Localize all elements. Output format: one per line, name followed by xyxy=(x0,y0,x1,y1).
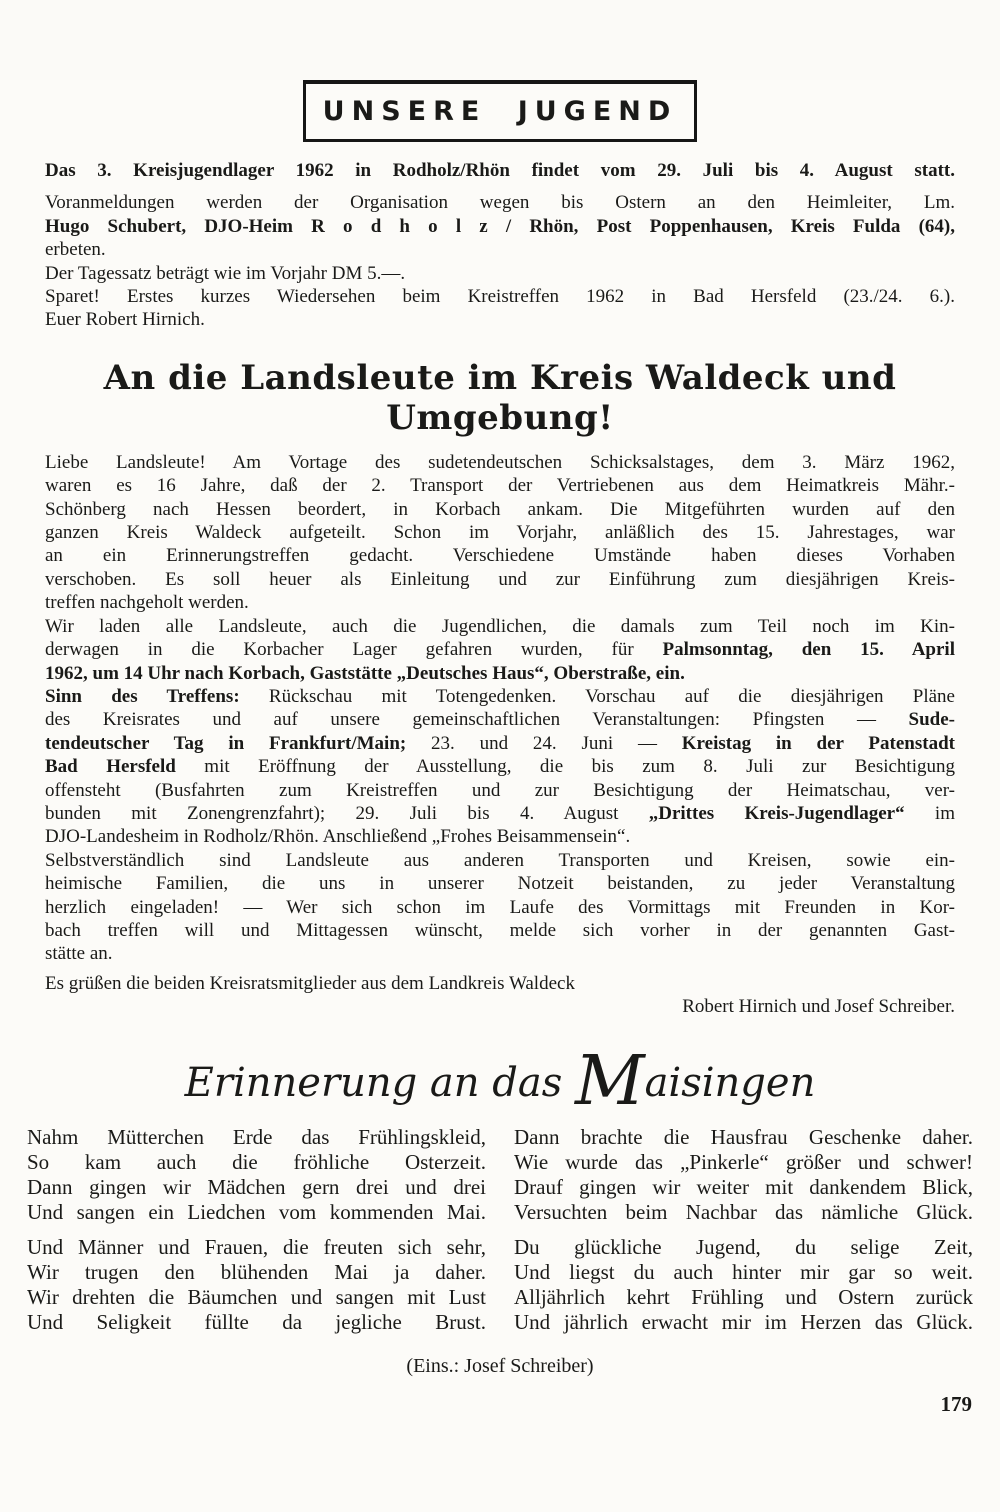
bold-text-run: Kreistag in der Patenstadt xyxy=(681,732,955,754)
text-run: Schönberg nach Hessen beordert, in Korbach ankam. Die Mitgeführten wurden auf den xyxy=(45,498,955,520)
poem-line: Alljährlich kehrt Frühling und Ostern zurück xyxy=(514,1284,973,1309)
poem-line: Und sangen ein Liedchen vom kommenden Mai. xyxy=(27,1199,486,1224)
body-line xyxy=(45,615,955,638)
body-line xyxy=(45,849,955,872)
body-line xyxy=(45,872,955,895)
text-run: Robert Hirnich und Josef Schreiber. xyxy=(682,996,955,1018)
body-line xyxy=(45,685,955,708)
maisingen-heading-initial: M xyxy=(574,1041,645,1121)
body-line xyxy=(45,159,955,182)
bold-text-run: Bad Hersfeld xyxy=(45,756,176,778)
poem-stanza xyxy=(514,1125,973,1225)
page-number: 179 xyxy=(940,1391,972,1416)
text-run: an ein Erinnerungstreffen gedacht. Verschiedene Umstände haben dieses Vorhaben xyxy=(45,545,955,567)
body-line xyxy=(45,262,955,285)
poem-credit: (Eins.: Josef Schreiber) xyxy=(406,1354,594,1377)
bold-text-run: Palmsonntag, den 15. April xyxy=(662,639,955,661)
bold-text-run: Das 3. Kreisjugendlager 1962 in Rodholz/Rhön findet vom 29. Juli bis 4. August statt. xyxy=(45,160,955,181)
body-line xyxy=(45,544,955,567)
body-line xyxy=(45,638,955,661)
text-run: stätte an. xyxy=(45,943,113,965)
text-run: herzlich eingeladen! — Wer sich schon im Laufe des Vormittags mit Freunden in Kor- xyxy=(45,896,955,918)
text-run: Wir laden alle Landsleute, auch die Jugendlichen, die damals zum Teil noch im Kin- xyxy=(45,615,955,637)
text-run: waren es 16 Jahre, daß der 2. Transport der Vertriebenen aus dem Heimatkreis Mähr.- xyxy=(45,475,955,497)
poem-line: Wie wurde das „Pinkerle“ größer und schwer! xyxy=(514,1149,973,1174)
poem-line: Du glückliche Jugend, du selige Zeit, xyxy=(514,1234,973,1259)
poem-line: Und liegst du auch hinter mir gar so weit. xyxy=(514,1259,973,1284)
masthead-title: UNSERE JUGEND xyxy=(322,96,678,127)
scanned-page xyxy=(0,80,1000,1512)
body-line xyxy=(45,919,955,942)
text-run: des Kreisrates und auf unsere gemeinschaftlichen Veranstaltungen: Pfingsten — xyxy=(45,709,909,731)
poem-line: Nahm Mütterchen Erde das Frühlingskleid, xyxy=(27,1124,486,1149)
bold-text-run: „Drittes Kreis-Jugendlager“ xyxy=(648,802,905,824)
body-line xyxy=(45,521,955,544)
body-line xyxy=(45,942,955,965)
bold-text-run: Sinn des Treffens: xyxy=(45,685,240,707)
body-line xyxy=(45,708,955,731)
text-run: DJO-Landesheim in Rodholz/Rhön. Anschließend „Frohes Beisammensein“. xyxy=(45,826,631,848)
poem-line: Und Männer und Frauen, die freuten sich sehr, xyxy=(27,1234,486,1259)
poem-left-column xyxy=(27,1125,486,1345)
maisingen-poem xyxy=(27,1125,973,1345)
body-line xyxy=(45,779,955,802)
poem-stanza xyxy=(27,1125,486,1225)
body-line xyxy=(45,662,955,685)
text-run: Liebe Landsleute! Am Vortage des sudetendeutschen Schicksalstages, dem 3. März 1962, xyxy=(45,451,955,473)
body-line xyxy=(45,474,955,497)
text-run: derwagen in die Korbacher Lager gefahren wurden, für xyxy=(45,639,663,661)
poem-stanza xyxy=(514,1235,973,1335)
masthead-box xyxy=(303,80,697,142)
text-run: verschoben. Es soll heuer als Einleitung und zur Einführung zum diesjährigen Kreis- xyxy=(45,568,955,590)
body-line xyxy=(45,191,955,214)
poem-line: Wir trugen den blühenden Mai ja daher. xyxy=(27,1259,486,1284)
bold-text-run: 1962, um 14 Uhr nach Korbach, Gaststätte „Deutsches Haus“, Oberstraße, ein. xyxy=(45,662,685,684)
body-line xyxy=(45,498,955,521)
body-line xyxy=(45,995,955,1018)
body-line xyxy=(45,732,955,755)
maisingen-heading-rest: aisingen xyxy=(644,1059,816,1106)
bold-text-run: Sude- xyxy=(908,709,955,731)
body-line xyxy=(45,308,955,331)
body-line xyxy=(45,896,955,919)
poem-line: Und Seligkeit füllte da jegliche Brust. xyxy=(27,1309,486,1334)
landsleute-section xyxy=(45,451,955,1019)
poem-line: Dann gingen wir Mädchen gern drei und drei xyxy=(27,1174,486,1199)
body-line xyxy=(45,802,955,825)
poem-line: Und jährlich erwacht mir im Herzen das Glück. xyxy=(514,1309,973,1334)
text-run: Rückschau mit Totengedenken. Vorschau auf die diesjährigen Pläne xyxy=(239,685,955,707)
text-run: Selbstverständlich sind Landsleute aus anderen Transporten und Kreisen, sowie ein- xyxy=(45,849,955,871)
body-line xyxy=(45,238,955,261)
body-line xyxy=(45,451,955,474)
text-run: Euer Robert Hirnich. xyxy=(45,309,205,331)
bold-text-run: tendeutscher Tag in Frankfurt/Main; xyxy=(45,732,407,754)
poem-line: Dann brachte die Hausfrau Geschenke daher. xyxy=(514,1124,973,1149)
text-run: treffen nachgeholt werden. xyxy=(45,592,249,614)
bold-text-run: Hugo Schubert, DJO-Heim R o d h o l z / Rhön, Post Poppenhausen, Kreis Fulda (64), xyxy=(45,215,955,237)
body-line xyxy=(45,285,955,308)
jugend-section xyxy=(45,159,955,332)
poem-line: Versuchten beim Nachbar das nämliche Glück. xyxy=(514,1199,973,1224)
body-line xyxy=(45,972,955,995)
text-run: offensteht (Busfahrten zum Kreistreffen und zur Besichtigung der Heimatschau, ver- xyxy=(45,779,955,801)
text-run: Voranmeldungen werden der Organisation wegen bis Ostern an den Heimleiter, Lm. xyxy=(45,192,955,214)
text-run: 23. und 24. Juni — xyxy=(406,732,682,754)
maisingen-heading-pre: Erinnerung an das xyxy=(184,1059,575,1106)
text-run: heimische Familien, die uns in unserer Notzeit beistanden, zu jeder Veranstaltung xyxy=(45,873,955,895)
poem-right-column xyxy=(514,1125,973,1345)
text-run: erbeten. xyxy=(45,239,106,261)
text-run: ganzen Kreis Waldeck aufgeteilt. Schon im Vorjahr, anläßlich des 15. Jahrestages, war xyxy=(45,522,955,544)
landsleute-heading: An die Landsleute im Kreis Waldeck und Umgebung! xyxy=(103,357,897,438)
text-run: im xyxy=(904,802,955,824)
body-line xyxy=(45,825,955,848)
body-line xyxy=(45,591,955,614)
text-run: bunden mit Zonengrenzfahrt); 29. Juli bis 4. August xyxy=(45,802,649,824)
body-line xyxy=(45,568,955,591)
maisingen-heading xyxy=(0,1041,1000,1121)
text-run: Der Tagessatz beträgt wie im Vorjahr DM 5.—. xyxy=(45,262,406,284)
poem-line: So kam auch die fröhliche Osterzeit. xyxy=(27,1149,486,1174)
text-run: Sparet! Erstes kurzes Wiedersehen beim Kreistreffen 1962 in Bad Hersfeld (23./24. 6.). xyxy=(45,286,955,308)
poem-line: Drauf gingen wir weiter mit dankendem Blick, xyxy=(514,1174,973,1199)
text-run: Es grüßen die beiden Kreisratsmitglieder aus dem Landkreis Waldeck xyxy=(45,972,575,994)
poem-stanza xyxy=(27,1235,486,1335)
body-line xyxy=(45,755,955,778)
text-run: mit Eröffnung der Ausstellung, die bis zum 8. Juli zur Besichtigung xyxy=(175,756,955,778)
text-run: bach treffen will und Mittagessen wünscht, melde sich vorher in der genannten Gast- xyxy=(45,919,955,941)
body-line xyxy=(45,215,955,238)
poem-line: Wir drehten die Bäumchen und sangen mit Lust xyxy=(27,1284,486,1309)
